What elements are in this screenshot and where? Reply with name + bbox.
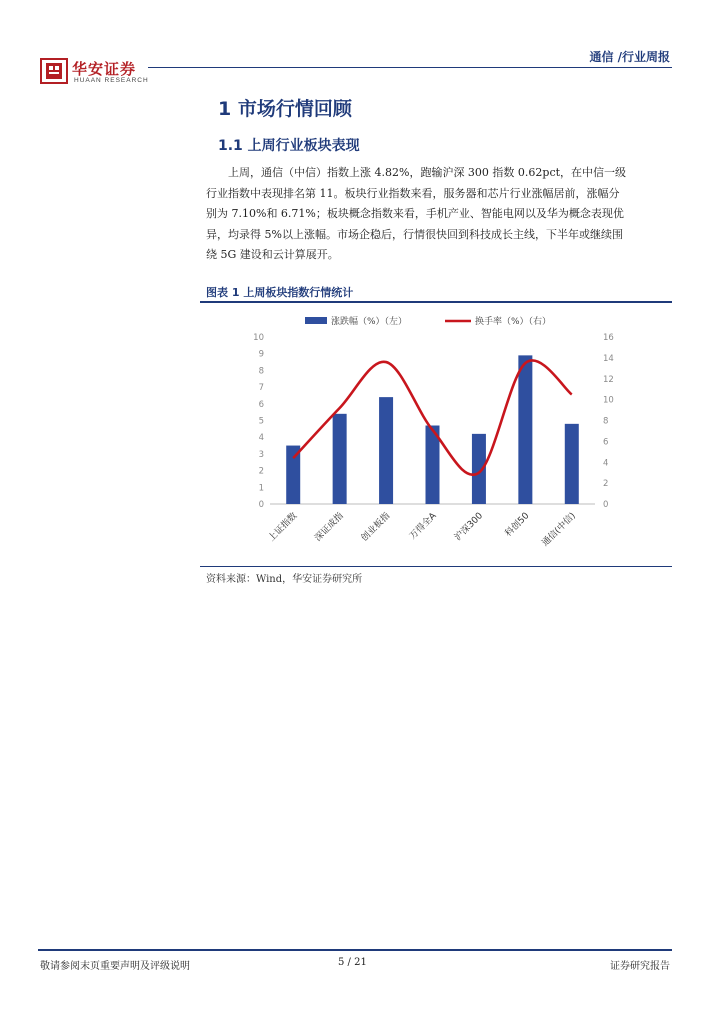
- figure-title: 图表 1 上周板块指数行情统计: [206, 286, 354, 299]
- report-section-label: 通信 /行业周报: [589, 50, 670, 64]
- y-right-tick-label: 12: [603, 374, 614, 385]
- y-right-tick-label: 6: [603, 437, 609, 448]
- legend-line-label: 换手率（%）（右）: [475, 317, 552, 327]
- y-right-tick-label: 4: [603, 458, 609, 469]
- header-divider: [148, 67, 672, 68]
- x-tick-label: 深证成指: [313, 511, 346, 544]
- y-left-tick-label: 3: [258, 449, 264, 460]
- logo: [40, 56, 160, 88]
- section-heading: 1 市场行情回顾: [218, 98, 352, 120]
- x-tick-label: 万得全A: [408, 511, 439, 542]
- subsection-heading: 1.1 上周行业板块表现: [218, 138, 360, 154]
- figure-bottom-rule: [200, 566, 672, 567]
- legend-bar-label: 涨跌幅（%）（左）: [331, 317, 408, 327]
- footer-disclaimer: 敬请参阅末页重要声明及评级说明: [40, 961, 190, 972]
- report-type: 证券研究报告: [610, 961, 670, 972]
- body-line: 上周，通信（中信）指数上涨 4.82%，跑输沪深 300 指数 0.62pct，在中信一级: [228, 166, 627, 179]
- x-tick-label: 通信(中信): [540, 511, 578, 549]
- y-right-tick-label: 14: [603, 353, 614, 364]
- sector-index-chart: [200, 303, 672, 565]
- y-left-tick-label: 8: [258, 366, 264, 377]
- body-line: 绕 5G 建设和云计算展开。: [206, 248, 339, 261]
- y-right-tick-label: 2: [603, 479, 609, 490]
- body-line: 异，均录得 5%以上涨幅。市场企稳后，行情很快回到科技成长主线，下半年或继续围: [206, 227, 623, 241]
- y-right-tick-label: 10: [603, 395, 614, 406]
- body-line: 别为 7.10%和 6.71%；板块概念指数来看，手机产业、智能电网以及华为概念表现优: [206, 207, 624, 220]
- huaan-logo-icon: [40, 58, 68, 84]
- y-left-tick-label: 6: [258, 399, 264, 410]
- x-tick-label: 创业板指: [359, 511, 393, 544]
- y-left-tick-label: 2: [258, 466, 264, 477]
- y-left-tick-label: 4: [258, 433, 264, 444]
- legend-bar-swatch: [305, 317, 327, 324]
- bar: [565, 424, 579, 504]
- x-tick-label: 上证指数: [266, 511, 300, 544]
- y-left-tick-label: 10: [253, 333, 264, 343]
- y-right-tick-label: 0: [603, 500, 609, 510]
- bar: [333, 414, 347, 504]
- y-left-tick-label: 1: [258, 483, 264, 494]
- y-left-tick-label: 7: [258, 383, 264, 394]
- y-right-tick-label: 8: [603, 416, 609, 427]
- logo-text-en: HUAAN RESEARCH: [74, 77, 149, 84]
- x-tick-label: 沪深300: [453, 511, 486, 544]
- bar: [518, 355, 532, 504]
- figure-source: 资料来源：Wind，华安证券研究所: [206, 574, 363, 585]
- y-left-tick-label: 0: [258, 500, 264, 510]
- y-right-tick-label: 16: [603, 333, 614, 343]
- logo-text-cn: 华安证券: [72, 60, 137, 78]
- body-paragraph: [206, 163, 672, 266]
- footer-divider: [38, 949, 672, 951]
- x-tick-label: 科创50: [503, 511, 532, 539]
- bar: [379, 397, 393, 504]
- page-number: 5 / 21: [338, 957, 367, 968]
- y-left-tick-label: 9: [258, 349, 264, 360]
- y-left-tick-label: 5: [258, 416, 264, 427]
- body-line: 行业指数中表现排名第 11。板块行业指数来看，服务器和芯片行业涨幅居前，涨幅分: [206, 186, 620, 200]
